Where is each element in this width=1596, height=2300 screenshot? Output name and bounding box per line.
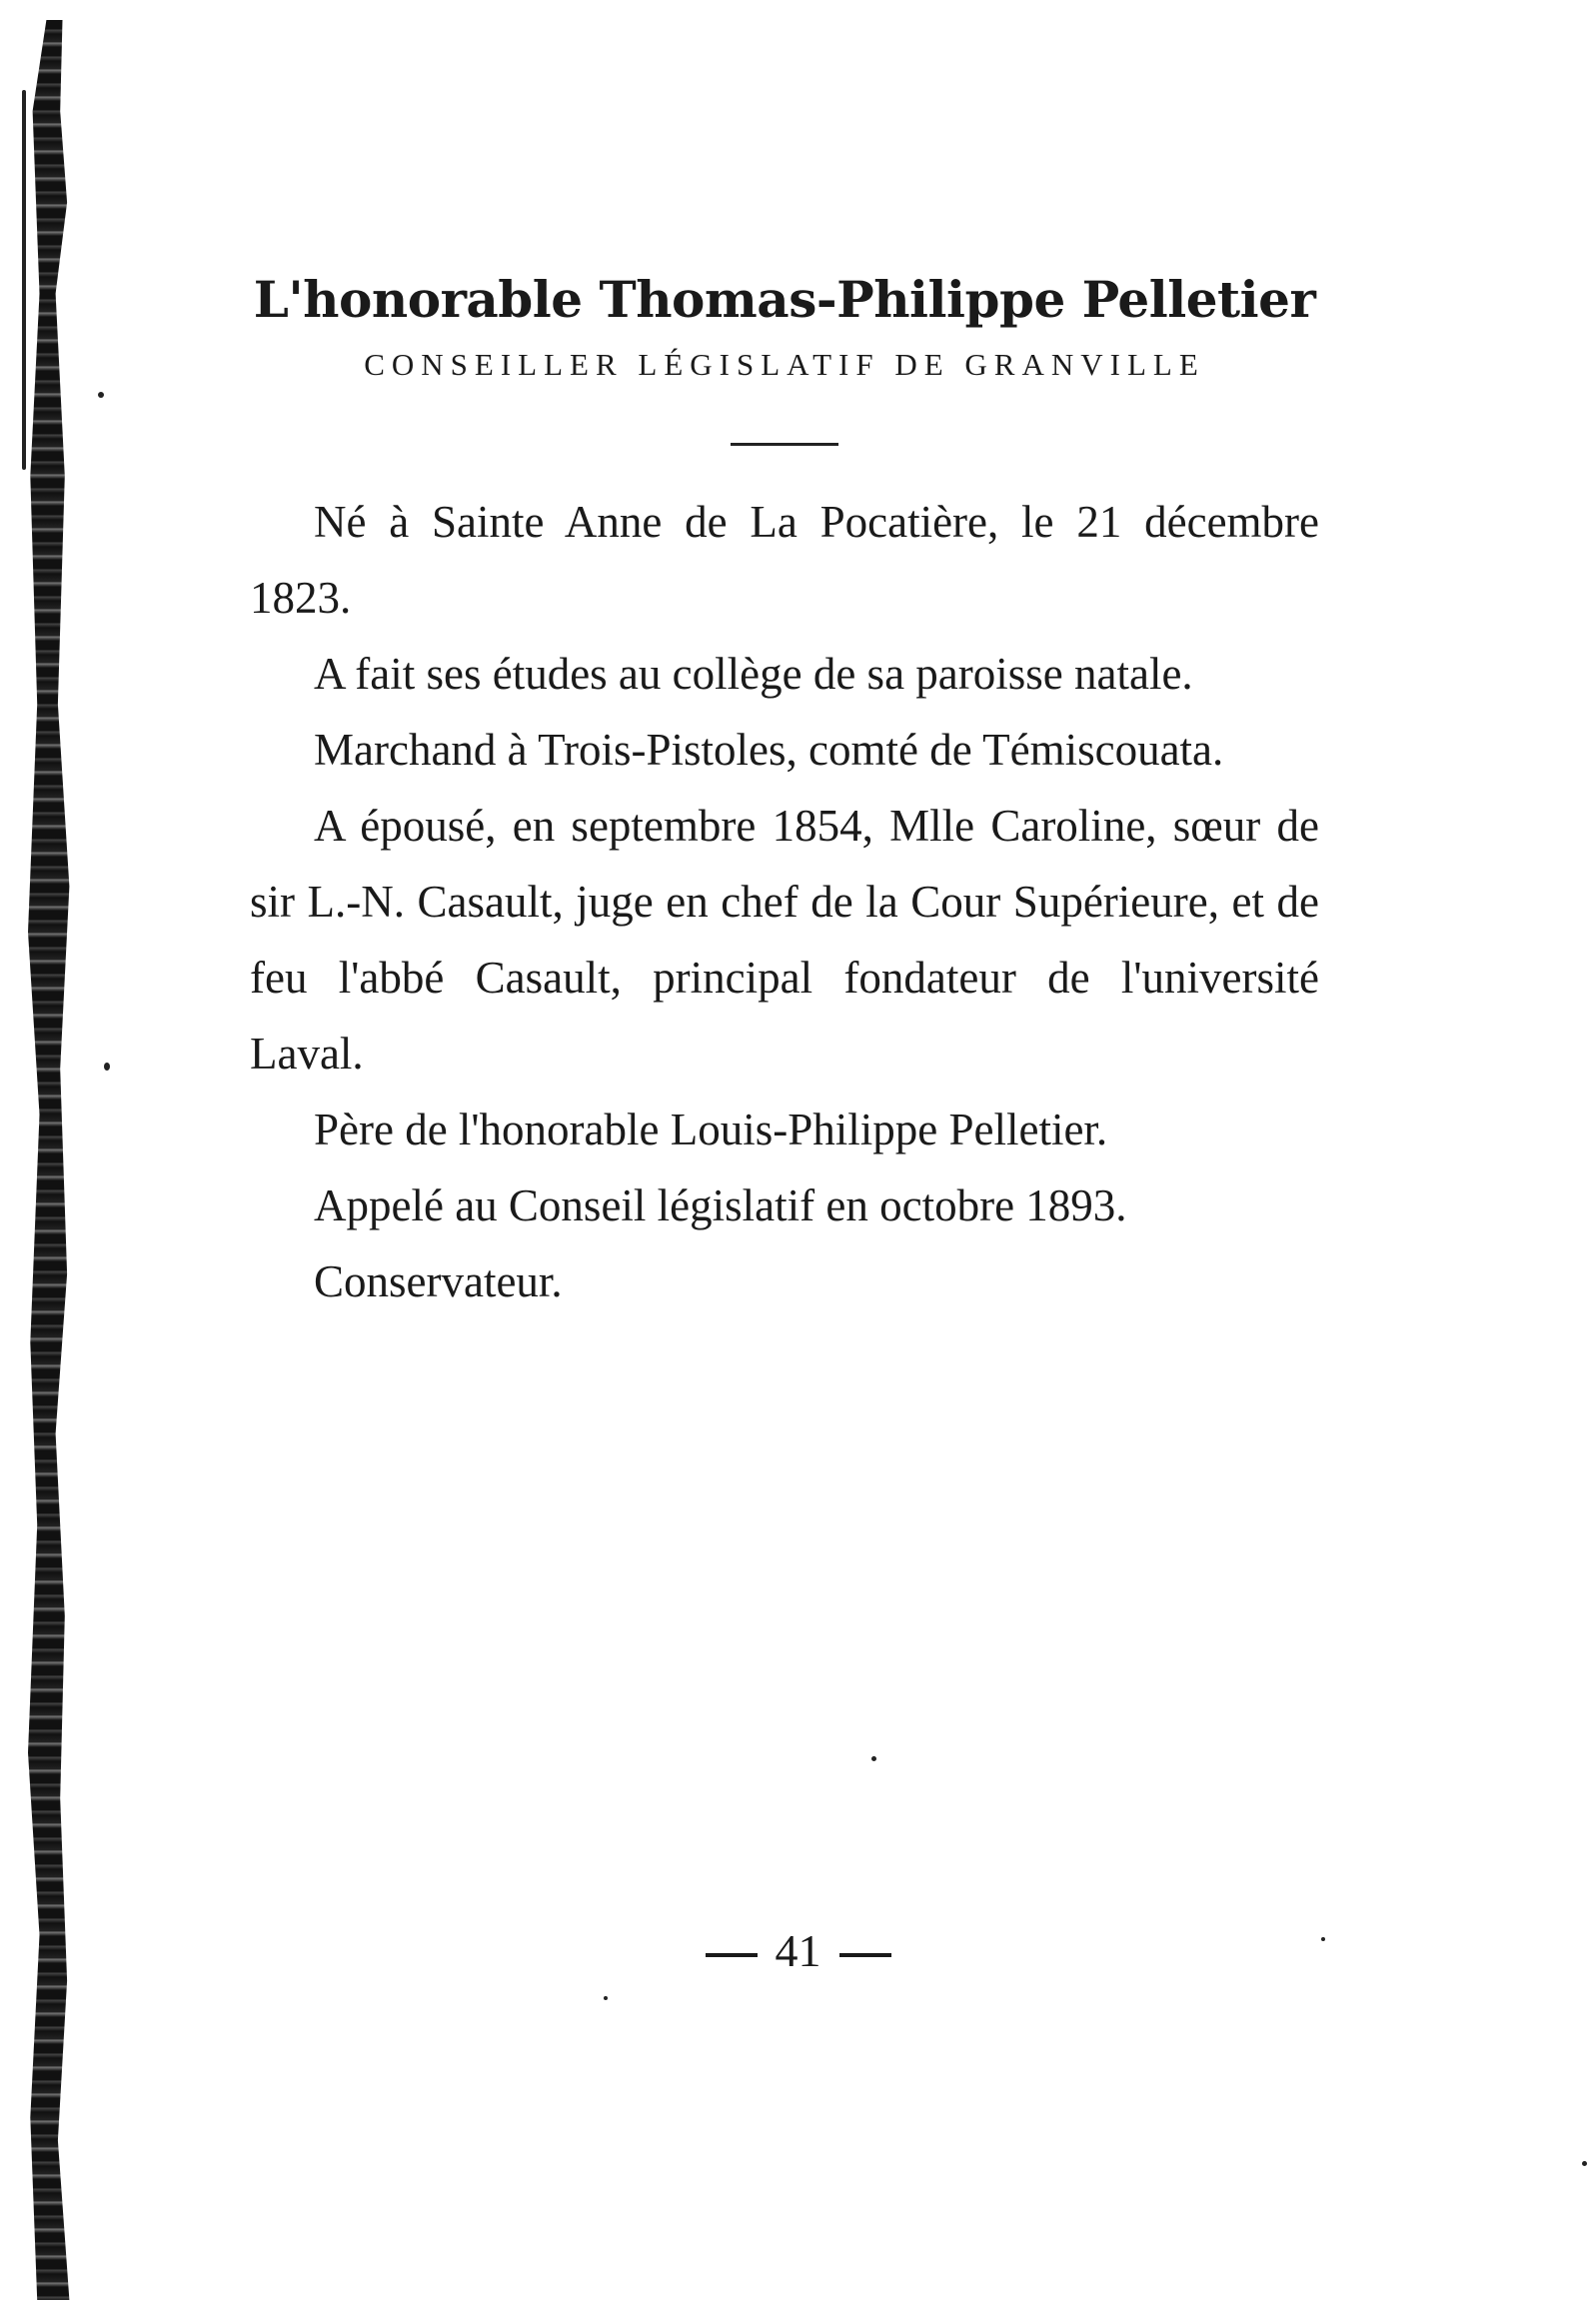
page-subtitle: CONSEILLER LÉGISLATIF DE GRANVILLE [364, 347, 1205, 382]
paragraph-occupation: Marchand à Trois-Pistoles, comté de Témiscouata. [314, 725, 1224, 776]
dash-left [706, 1953, 758, 1957]
page-number-value: 41 [775, 1925, 821, 1976]
ink-speck [104, 1063, 110, 1071]
ink-speck [1582, 2161, 1587, 2166]
ink-speck [604, 1996, 608, 2000]
ink-speck [871, 1756, 876, 1761]
page-title: L'honorable Thomas-Philippe Pelletier [253, 270, 1316, 329]
dash-right [839, 1953, 891, 1957]
page-number [0, 1924, 1596, 1977]
paragraph-birth: Né à Sainte Anne de La Pocatière, le 21 décembre 1823. [250, 497, 1319, 624]
biography-text [250, 484, 1319, 1319]
ink-speck [1321, 1937, 1325, 1941]
paragraph-marriage: A épousé, en septembre 1854, Mlle Caroline, sœur de sir L.-N. Casault, juge en chef de la Cour Supérieure, et de feu l'abbé Casault, principal fondateur de l'université Laval. [250, 801, 1319, 1080]
paragraph-education: A fait ses études au collège de sa paroisse natale. [314, 649, 1193, 700]
paragraph-family: Père de l'honorable Louis-Philippe Pelletier. [314, 1105, 1108, 1155]
ink-speck [98, 392, 104, 398]
divider-rule [731, 443, 838, 446]
paragraph-party: Conservateur. [314, 1256, 563, 1307]
binding-line [22, 90, 26, 470]
paragraph-appointment: Appelé au Conseil législatif en octobre 1893. [314, 1180, 1127, 1231]
biography-entry [250, 270, 1319, 1319]
